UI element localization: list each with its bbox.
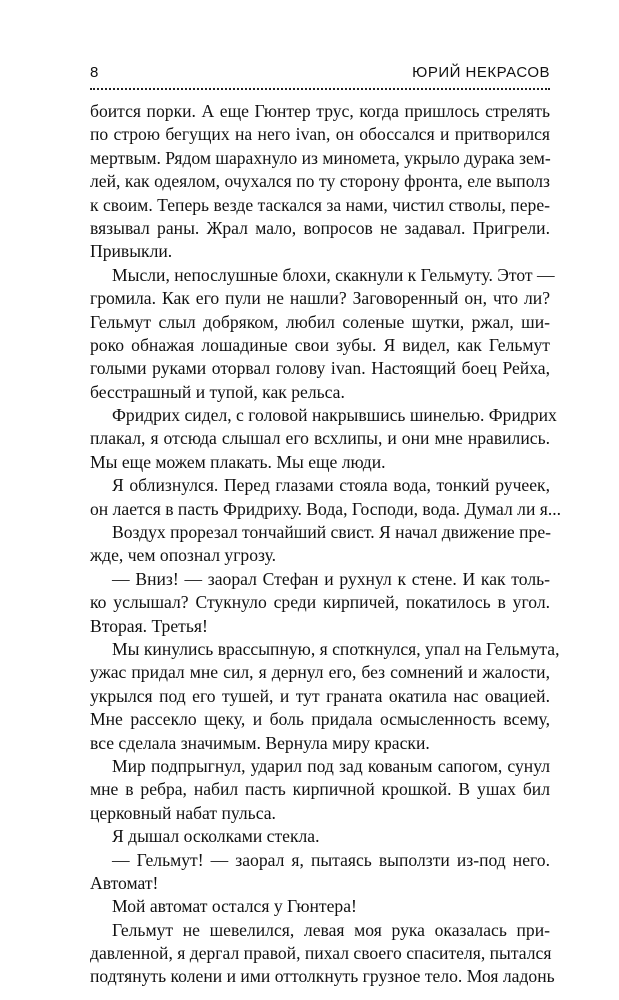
text-line: мертвым. Рядом шарахнуло из миномета, укрыло дурака зем- [90, 147, 551, 168]
text-line: Автомат! [90, 872, 159, 893]
body-text [90, 100, 562, 989]
text-line: укрылся под его тушей, и тут граната окатила нас овацией. [90, 685, 550, 706]
paragraph [90, 100, 550, 264]
text-line: мне в ребра, набил пасть кирпичной крошкой. В ушах бил [90, 779, 550, 800]
text-line: Вторая. Третья! [90, 615, 208, 636]
text-line: Гельмут слыл добряком, любил соленые шутки, ржал, ши- [90, 311, 550, 332]
text-line: ко услышал? Стукнуло среди кирпичей, покатилось в угол. [90, 592, 550, 613]
page-header [90, 62, 550, 84]
paragraph [90, 638, 560, 755]
text-line: плакал, я отсюда слышал его всхлипы, и они мне нравились. [90, 428, 550, 449]
running-title: ЮРИЙ НЕКРАСОВ [412, 64, 550, 81]
text-line: Фридрих сидел, с головой накрывшись шинелью. Фридрих [112, 405, 557, 426]
page-number: 8 [90, 64, 99, 81]
paragraph [90, 474, 562, 521]
text-line: роко обнажая лошадиные свои зубы. Я видел, как Гельмут [90, 334, 550, 355]
text-line: жде, чем опознал угрозу. [90, 545, 277, 566]
paragraph [90, 825, 550, 848]
paragraph [90, 521, 550, 568]
paragraph [90, 895, 550, 918]
text-line: Я облизнулся. Перед глазами стояла вода, тонкий ручеек, [112, 475, 550, 496]
text-line: все сделала значимым. Вернула миру краски. [90, 732, 430, 753]
paragraph [90, 568, 550, 638]
text-line: лей, как одеялом, очухался по ту сторону фронта, еле выполз [90, 171, 550, 192]
paragraph [90, 919, 555, 989]
paragraph [90, 264, 555, 404]
text-line: Мысли, непослушные блохи, скакнули к Гельмуту. Этот — [112, 264, 555, 285]
text-line: Мне рассекло щеку, и боль придала осмысленность всему, [90, 709, 550, 730]
text-line: Привыкли. [90, 241, 173, 262]
text-line: Мой автомат остался у Гюнтера! [112, 896, 357, 917]
text-line: — Вниз! — заорал Стефан и рухнул к стене. И как толь- [112, 568, 550, 589]
text-line: Воздух прорезал тончайший свист. Я начал движение пре- [112, 522, 552, 543]
text-line: громила. Как его пули не нашли? Заговоренный он, что ли? [90, 288, 550, 309]
text-line: Гельмут не шевелился, левая моя рука оказалась при- [112, 919, 550, 940]
text-line: он лается в пасть Фридриху. Вода, Господи, вода. Думал ли я... [90, 498, 562, 519]
paragraph [90, 404, 557, 474]
text-line: Мир подпрыгнул, ударил под зад кованым сапогом, сунул [112, 755, 550, 776]
text-line: церковный набат пульса. [90, 802, 276, 823]
text-line: по строю бегущих на него ivan, он обоссался и притворился [90, 124, 550, 145]
text-line: подтянуть колени и ими оттолкнуть грузное тело. Моя ладонь [90, 966, 555, 987]
paragraph [90, 755, 550, 825]
text-line: Мы кинулись врассыпную, я споткнулся, упал на Гельмута, [112, 638, 560, 659]
text-line: бесстрашный и тупой, как рельса. [90, 381, 345, 402]
text-line: Я дышал осколками стекла. [112, 826, 320, 847]
header-dotted-rule [90, 88, 550, 90]
text-line: боится порки. А еще Гюнтер трус, когда пришлось стрелять [90, 101, 550, 121]
text-line: Мы еще можем плакать. Мы еще люди. [90, 451, 386, 472]
text-line: вязывал раны. Жрал мало, вопросов не задавал. Пригрели. [90, 217, 550, 238]
text-line: — Гельмут! — заорал я, пытаясь выползти из-под него. [112, 849, 550, 870]
text-line: давленной, я дергал правой, пихал своего спасителя, пытался [90, 943, 552, 964]
text-line: ужас придал мне сил, я дернул его, без сомнений и жалости, [90, 662, 550, 683]
text-line: к своим. Теперь везде таскался за нами, чистил стволы, пере- [90, 194, 550, 215]
paragraph [90, 849, 550, 896]
text-line: голыми руками оторвал голову ivan. Настоящий боец Рейха, [90, 358, 550, 379]
